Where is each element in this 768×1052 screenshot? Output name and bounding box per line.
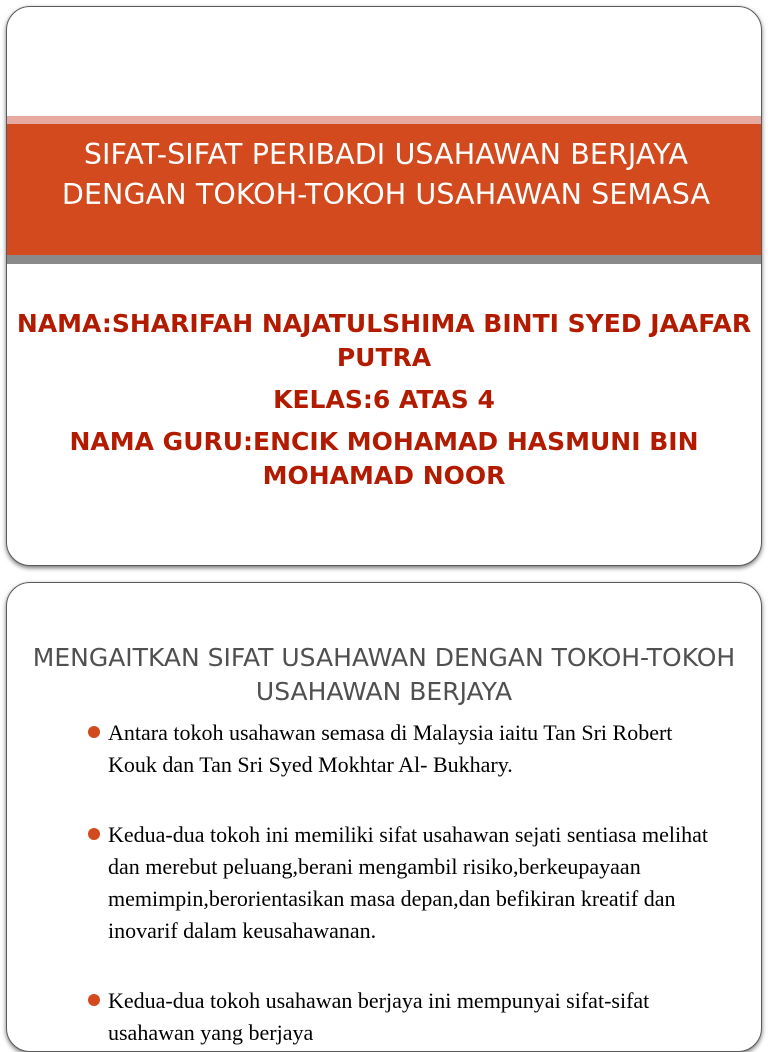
slide-2	[6, 582, 762, 1052]
slide-2-title: MENGAITKAN SIFAT USAHAWAN DENGAN TOKOH-TOKOH USAHAWAN BERJAYA	[32, 643, 736, 706]
bullet-item	[87, 819, 721, 947]
bullet-dot-icon	[88, 726, 100, 738]
bullet-text: Kedua-dua tokoh usahawan berjaya ini mempunyai sifat-sifat usahawan yang berjaya	[108, 988, 650, 1045]
student-class: KELAS:6 ATAS 4	[273, 385, 495, 414]
bullet-dot-icon	[88, 994, 100, 1006]
bullet-dot-icon	[88, 828, 100, 840]
student-name: NAMA:SHARIFAH NAJATULSHIMA BINTI SYED JAAFAR PUTRA	[16, 309, 752, 372]
bullet-text: Antara tokoh usahawan semasa di Malaysia iaitu Tan Sri Robert Kouk dan Tan Sri Syed Mokhtar Al- Bukhary.	[108, 720, 673, 777]
teacher-name: NAMA GURU:ENCIK MOHAMAD HASMUNI BIN MOHAMAD NOOR	[69, 427, 699, 490]
bullet-item	[87, 985, 721, 1049]
bullet-text: Kedua-dua tokoh ini memiliki sifat usahawan sejati sentiasa melihat dan merebut peluang,berani mengambil risiko,berkeupayaan memimpin,berorientasikan masa depan,dan befikiran kreatif dan inovarif dalam keusahawanan.	[108, 822, 708, 943]
student-info	[7, 307, 761, 493]
bullet-item	[87, 717, 721, 781]
title-band-bottom-stripe	[7, 255, 761, 264]
title-band-top-stripe	[7, 116, 761, 124]
slide-1	[6, 6, 762, 566]
bullet-list	[87, 717, 721, 1049]
slide-1-title: SIFAT-SIFAT PERIBADI USAHAWAN BERJAYA DENGAN TOKOH-TOKOH USAHAWAN SEMASA	[61, 138, 711, 211]
